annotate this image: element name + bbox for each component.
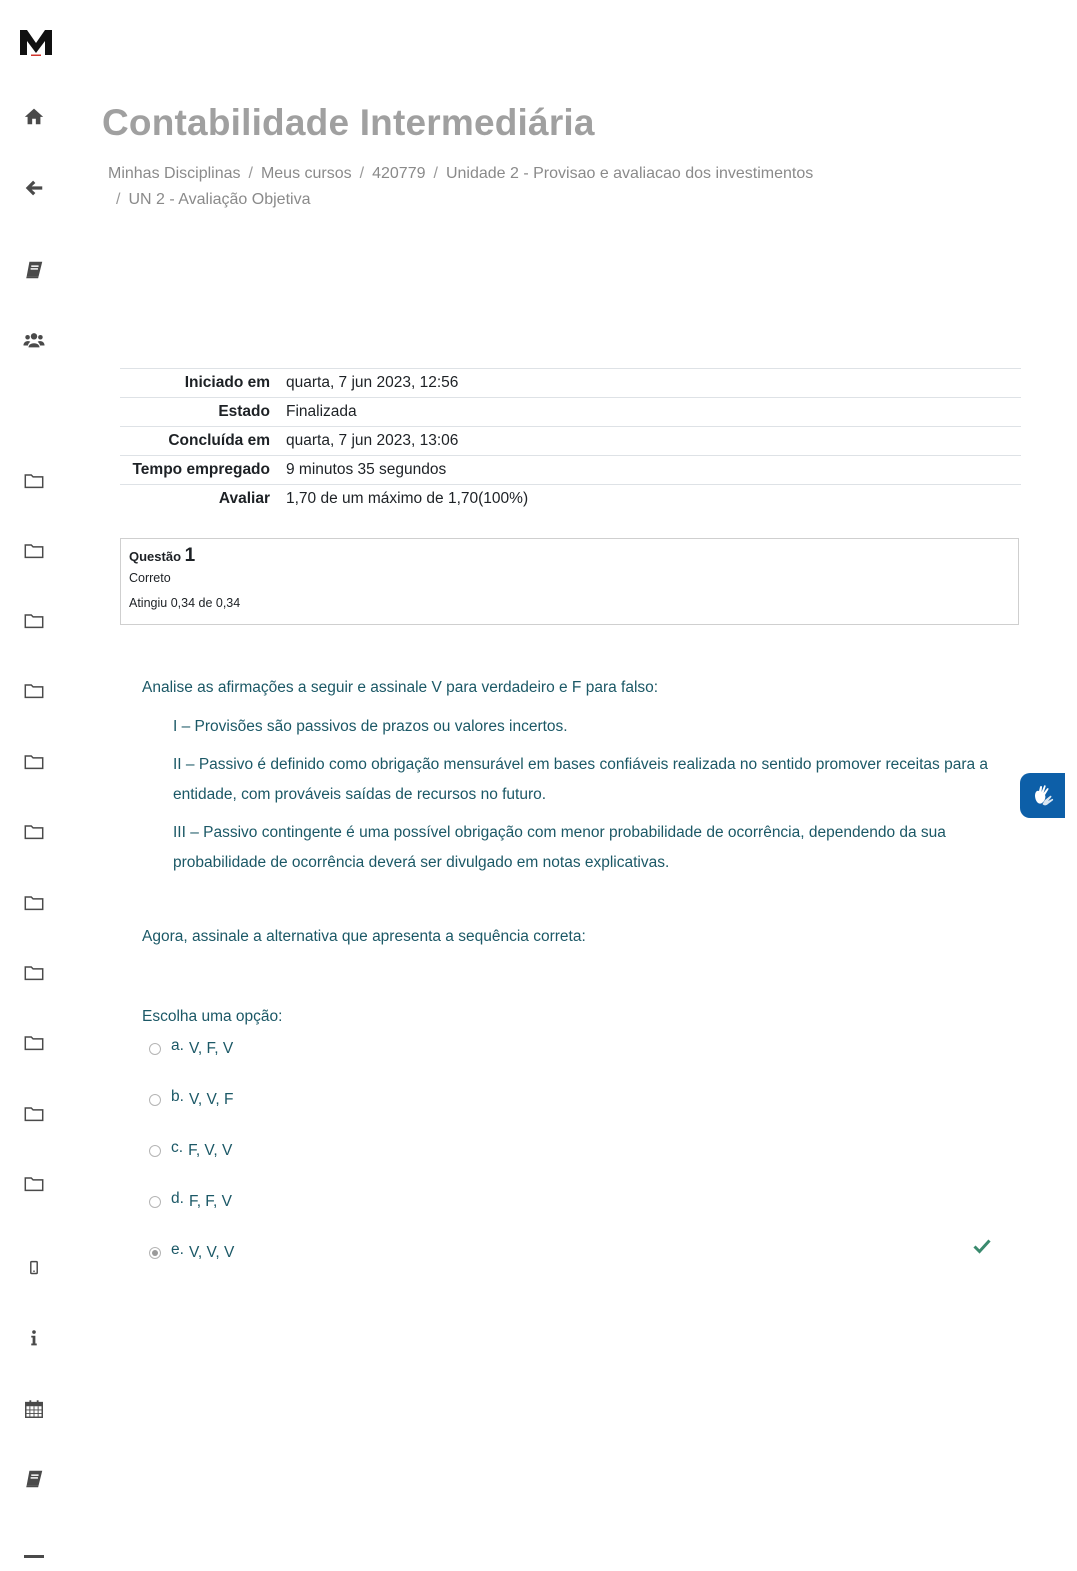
answer-option-a[interactable] [149, 1037, 233, 1061]
summary-label: Avaliar [120, 485, 278, 514]
option-text: V, V, V [188, 1244, 235, 1261]
question-label: Questão [129, 549, 182, 564]
radio-button[interactable] [149, 1145, 161, 1157]
folder-icon[interactable] [22, 609, 46, 633]
summary-value: 1,70 de um máximo de 1,70(100%) [278, 485, 1021, 514]
users-icon[interactable] [22, 328, 46, 352]
statement-3: III – Passivo contingente é uma possível obrigação com menor probabilidade de ocorrência, dependendo da sua probabilidade de ocorrência deverá ser divulgado em notas explicativas. [173, 824, 946, 871]
folder-icon[interactable] [22, 750, 46, 774]
summary-label: Estado [120, 398, 278, 427]
site-logo[interactable] [19, 27, 53, 57]
option-text: V, V, F [188, 1091, 234, 1108]
option-letter: c. [171, 1139, 184, 1156]
breadcrumb-link-meus-cursos[interactable]: Meus cursos [260, 165, 352, 182]
option-letter: b. [171, 1088, 184, 1105]
sign-language-accessibility-button[interactable] [1020, 773, 1065, 818]
summary-label: Tempo empregado [120, 456, 278, 485]
question-prompt: Agora, assinale a alternativa que apresenta a sequência correta: [142, 928, 586, 945]
home-icon[interactable] [22, 104, 46, 128]
radio-button[interactable] [149, 1196, 161, 1208]
option-letter: e. [171, 1241, 184, 1258]
option-letter: d. [171, 1190, 184, 1207]
radio-button-selected[interactable] [149, 1247, 161, 1259]
partial-menu-icon[interactable] [24, 1555, 44, 1558]
summary-label: Iniciado em [120, 369, 278, 398]
option-text: V, F, V [188, 1040, 234, 1057]
book-icon[interactable] [22, 258, 46, 282]
folder-icon[interactable] [22, 891, 46, 915]
summary-value: quarta, 7 jun 2023, 12:56 [278, 369, 1021, 398]
radio-button[interactable] [149, 1094, 161, 1106]
breadcrumb-separator: / [359, 165, 365, 182]
attempt-summary-table [120, 368, 1021, 513]
statement-2: II – Passivo é definido como obrigação mensurável em bases confiáveis realizada no sentido promover receitas para a entidade, com prováveis saídas de recursos no futuro. [173, 756, 989, 803]
left-sidebar [0, 0, 68, 1571]
question-number-line [129, 545, 1010, 567]
answer-option-b[interactable] [149, 1088, 233, 1112]
choose-option-label: Escolha uma opção: [142, 1008, 283, 1025]
folder-icon[interactable] [22, 1172, 46, 1196]
breadcrumb-link-minhas-disciplinas[interactable]: Minhas Disciplinas [108, 165, 241, 182]
sign-language-hands-icon [1029, 782, 1057, 810]
summary-value: Finalizada [278, 398, 1021, 427]
info-icon[interactable] [22, 1326, 46, 1350]
summary-row [120, 427, 1021, 456]
answer-option-c[interactable] [149, 1139, 232, 1163]
option-letter: a. [171, 1037, 184, 1054]
check-icon [973, 1238, 991, 1254]
page-title: Contabilidade Intermediária [102, 102, 595, 143]
question-number: 1 [184, 545, 196, 566]
radio-button[interactable] [149, 1043, 161, 1055]
mobile-icon[interactable] [22, 1256, 46, 1280]
question-info-box [120, 538, 1019, 625]
breadcrumb [108, 161, 1008, 213]
breadcrumb-separator: / [116, 191, 121, 208]
m-logo-icon [19, 27, 53, 57]
calendar-icon[interactable] [22, 1397, 46, 1421]
breadcrumb-separator: / [248, 165, 253, 182]
statement-1: I – Provisões são passivos de prazos ou valores incertos. [173, 718, 568, 735]
folder-icon[interactable] [22, 469, 46, 493]
breadcrumb-link-quiz[interactable]: UN 2 - Avaliação Objetiva [128, 191, 311, 208]
breadcrumb-link-unit[interactable]: Unidade 2 - Provisao e avaliacao dos investimentos [445, 165, 814, 182]
summary-row [120, 369, 1021, 398]
summary-row [120, 456, 1021, 485]
folder-icon[interactable] [22, 820, 46, 844]
summary-row [120, 485, 1021, 514]
question-grade: Atingiu 0,34 de 0,34 [129, 596, 241, 610]
breadcrumb-link-course[interactable]: 420779 [372, 165, 426, 182]
answer-option-d[interactable] [149, 1190, 232, 1214]
folder-icon[interactable] [22, 961, 46, 985]
summary-value: quarta, 7 jun 2023, 13:06 [278, 427, 1021, 456]
question-status: Correto [129, 571, 171, 585]
folder-icon[interactable] [22, 1031, 46, 1055]
book-icon[interactable] [22, 1467, 46, 1491]
back-arrow-icon[interactable] [22, 176, 46, 200]
folder-icon[interactable] [22, 539, 46, 563]
summary-value: 9 minutos 35 segundos [278, 456, 1021, 485]
summary-label: Concluída em [120, 427, 278, 456]
answer-option-e[interactable] [149, 1241, 234, 1265]
option-text: F, F, V [188, 1193, 233, 1210]
summary-row [120, 398, 1021, 427]
option-text: F, V, V [188, 1142, 233, 1159]
breadcrumb-separator: / [433, 165, 438, 182]
folder-icon[interactable] [22, 1102, 46, 1126]
question-intro: Analise as afirmações a seguir e assinale V para verdadeiro e F para falso: [142, 679, 659, 696]
folder-icon[interactable] [22, 679, 46, 703]
